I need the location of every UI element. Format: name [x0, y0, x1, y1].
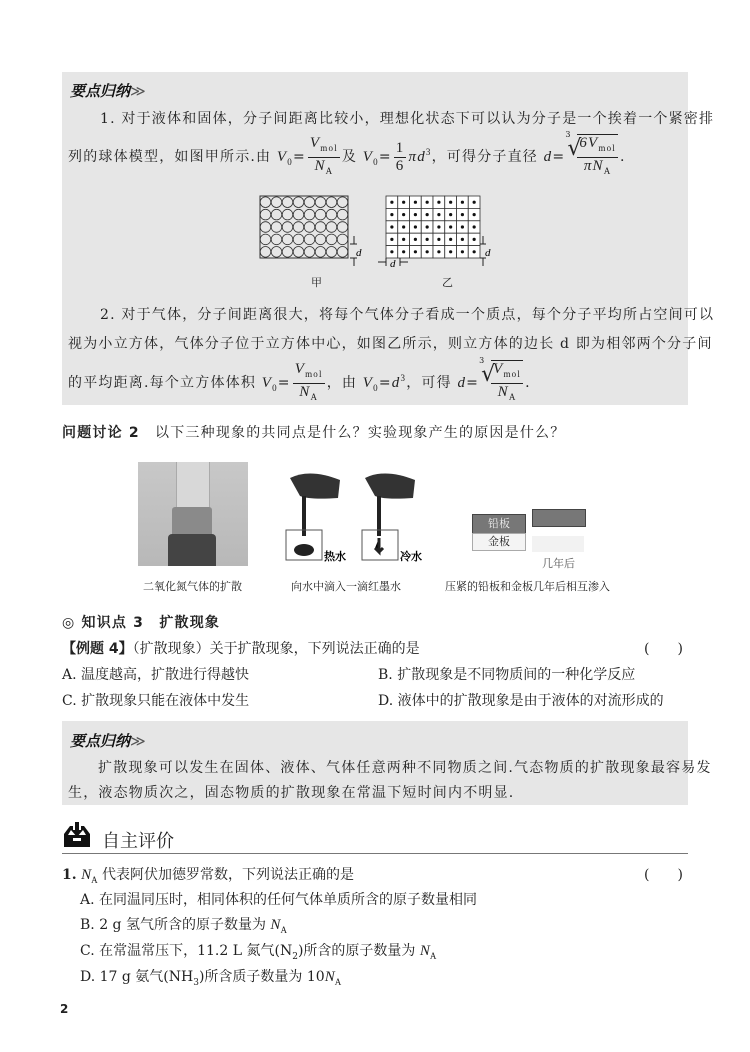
sphere — [282, 234, 293, 245]
sphere — [337, 234, 348, 245]
sphere — [304, 222, 315, 233]
molecule-dot — [390, 250, 393, 253]
sphere — [304, 209, 315, 220]
sphere — [282, 197, 293, 208]
sphere — [315, 247, 326, 258]
molecule-dot — [461, 250, 464, 253]
sphere — [282, 247, 293, 258]
molecule-dot — [449, 201, 452, 204]
molecule-dot — [402, 201, 405, 204]
sphere — [260, 247, 271, 258]
paragraph-1-line-2: 列的球体模型，如图甲所示.由 $V_0=$ $\frac{V_{mol}}{N_A}$ 及 $V_0=$ $\frac{1}{6}$ $\pi d^3$，可得分子直径 d= 3 √ $\frac{6V_{mol}}{\pi N_A}$ . — [68, 134, 626, 180]
caption-ink: 向水中滴入一滴红墨水 — [291, 580, 401, 593]
gold-plate: 金板 — [472, 533, 526, 551]
molecule-dot — [437, 201, 440, 204]
sphere — [293, 197, 304, 208]
molecule-dot — [437, 250, 440, 253]
molecule-dot — [414, 225, 417, 228]
sphere — [260, 197, 271, 208]
sphere — [326, 209, 337, 220]
lead-plate-after — [532, 509, 586, 527]
sphere — [337, 209, 348, 220]
lead-plate: 铅板 — [472, 514, 526, 534]
sphere — [271, 247, 282, 258]
sphere — [260, 209, 271, 220]
sphere — [260, 234, 271, 245]
key-points-box-2 — [62, 721, 712, 805]
molecule-diagrams — [254, 190, 504, 268]
molecule-dot — [461, 225, 464, 228]
molecule-dot — [390, 238, 393, 241]
molecule-dot — [449, 250, 452, 253]
sphere — [315, 209, 326, 220]
molecule-dot — [473, 225, 476, 228]
sphere — [326, 222, 337, 233]
fraction-vmol-na: $\frac{V_{mol}}{N_A}$ — [309, 134, 338, 176]
q1-option-b[interactable]: B. 2 g 氢气所含的原子数量为 $N_A$ — [80, 917, 287, 935]
molecule-dot — [473, 238, 476, 241]
ink-drop-photo — [280, 468, 430, 568]
molecule-dot — [402, 225, 405, 228]
paragraph-2-line-1: 2. 对于气体，分子间距离很大，将每个气体分子看成一个质点，每个分子平均所占空间可以 — [100, 307, 715, 323]
molecule-dot — [402, 250, 405, 253]
molecule-dot — [437, 225, 440, 228]
molecule-dot — [402, 238, 405, 241]
d-label: d — [485, 247, 491, 259]
molecule-dot — [414, 201, 417, 204]
molecule-dot — [473, 250, 476, 253]
d-label: d — [356, 247, 362, 259]
paragraph-2-line-3: 的平均距离.每个立方体体积 $V_0=$ $\frac{V_{mol}}{N_A}$ ，由 $V_0=d^3$，可得 d= 3 √ $\frac{V_{mol}}{N_A}$ . — [68, 360, 531, 406]
molecule-dot — [426, 201, 429, 204]
page-number: 2 — [60, 1002, 69, 1016]
molecule-dot — [461, 201, 464, 204]
hot-water-label: 热水 — [324, 550, 346, 563]
no2-diffusion-photo — [138, 462, 248, 566]
option-d[interactable]: D. 液体中的扩散现象是由于液体的对流形成的 — [378, 693, 664, 709]
sphere — [304, 234, 315, 245]
figure-label-yi: 乙 — [442, 276, 453, 289]
molecule-dot — [449, 238, 452, 241]
key-points-title: 要点归纳≫ — [70, 82, 146, 100]
sphere — [304, 247, 315, 258]
molecule-dot — [390, 213, 393, 216]
sphere — [271, 209, 282, 220]
cold-water-label: 冷水 — [400, 550, 422, 563]
figure-label-jia: 甲 — [311, 276, 322, 289]
molecule-dot — [414, 250, 417, 253]
molecule-dot — [461, 213, 464, 216]
molecule-dot — [414, 213, 417, 216]
molecule-dot — [426, 225, 429, 228]
sphere — [304, 197, 315, 208]
sphere — [271, 222, 282, 233]
section-divider — [62, 853, 688, 854]
sphere — [337, 222, 348, 233]
molecule-dot — [390, 201, 393, 204]
molecule-dot — [461, 238, 464, 241]
caption-plates: 压紧的铅板和金板几年后相互渗入 — [445, 580, 610, 593]
cube-model-diagram — [386, 196, 480, 258]
option-a[interactable]: A. 温度越高，扩散进行得越快 — [62, 667, 250, 683]
years-later-label: 几年后 — [542, 557, 575, 570]
sphere — [337, 197, 348, 208]
discussion-question: 问题讨论 2 以下三种现象的共同点是什么？实验现象产生的原因是什么？ — [62, 425, 566, 441]
sphere — [326, 197, 337, 208]
molecule-dot — [402, 213, 405, 216]
sphere — [282, 222, 293, 233]
double-circle-icon: ◎ — [62, 615, 76, 631]
example-4-question: 【例题 4】（扩散现象）关于扩散现象，下列说法正确的是 — [62, 641, 420, 657]
sphere — [315, 234, 326, 245]
sphere — [326, 247, 337, 258]
option-b[interactable]: B. 扩散现象是不同物质间的一种化学反应 — [378, 667, 636, 683]
sphere — [326, 234, 337, 245]
molecule-dot — [473, 213, 476, 216]
gold-plate-after — [532, 536, 584, 552]
sphere — [293, 247, 304, 258]
sphere — [293, 209, 304, 220]
molecule-dot — [473, 201, 476, 204]
sphere — [337, 247, 348, 258]
sphere — [315, 197, 326, 208]
key-points-title: 要点归纳≫ — [70, 732, 146, 750]
summary-line-1: 扩散现象可以发生在固体、液体、气体任意两种不同物质之间.气态物质的扩散现象最容易发 — [98, 760, 712, 776]
d-label: d — [390, 258, 396, 268]
sphere — [293, 222, 304, 233]
answer-blank[interactable]: ( ) — [644, 641, 683, 657]
sphere — [282, 209, 293, 220]
sphere-model-diagram — [260, 196, 348, 258]
molecule-dot — [449, 225, 452, 228]
section-title: 自主评价 — [102, 831, 174, 852]
sphere — [271, 234, 282, 245]
molecule-dot — [437, 238, 440, 241]
molecule-dot — [426, 213, 429, 216]
sphere — [315, 222, 326, 233]
answer-blank[interactable]: ( ) — [644, 867, 683, 883]
sphere — [260, 222, 271, 233]
question-1: 1. $N_A$ 代表阿伏加德罗常数，下列说法正确的是 — [62, 867, 355, 885]
sphere — [271, 197, 282, 208]
paragraph-1-line-1: 1. 对于液体和固体，分子间距离比较小，理想化状态下可以认为分子是一个挨着一个紧密排 — [100, 111, 715, 127]
key-points-box-1 — [62, 72, 715, 405]
option-c[interactable]: C. 扩散现象只能在液体中发生 — [62, 693, 250, 709]
download-tray-icon — [63, 822, 91, 848]
knowledge-point-heading: ◎ 知识点 3 扩散现象 — [62, 615, 221, 631]
molecule-dot — [390, 225, 393, 228]
molecule-dot — [437, 213, 440, 216]
q1-option-c[interactable]: C. 在常温常压下，11.2 L 氮气$(N_2)$所含的原子数量为 $N_A$ — [80, 943, 437, 962]
molecule-dot — [414, 238, 417, 241]
paragraph-2-line-2: 视为小立方体，气体分子位于立方体中心，如图乙所示，则立方体的边长 d 即为相邻两个分子间 — [68, 336, 713, 352]
molecule-dot — [426, 238, 429, 241]
cube-root-formula: 3 √ $\frac{6V_{mol}}{\pi N_A}$ — [565, 134, 620, 180]
caption-no2: 二氧化氮气体的扩散 — [143, 580, 242, 593]
q1-option-d[interactable]: D. 17 g 氨气$(NH_3)$所含质子数量为 $10N_A$ — [80, 969, 342, 988]
summary-line-2: 生，液态物质次之，固态物质的扩散现象在常温下短时间内不明显. — [68, 785, 515, 801]
sphere — [293, 234, 304, 245]
q1-option-a[interactable]: A. 在同温同压时，相同体积的任何气体单质所含的原子数量相同 — [80, 892, 478, 908]
molecule-dot — [426, 250, 429, 253]
molecule-dot — [449, 213, 452, 216]
